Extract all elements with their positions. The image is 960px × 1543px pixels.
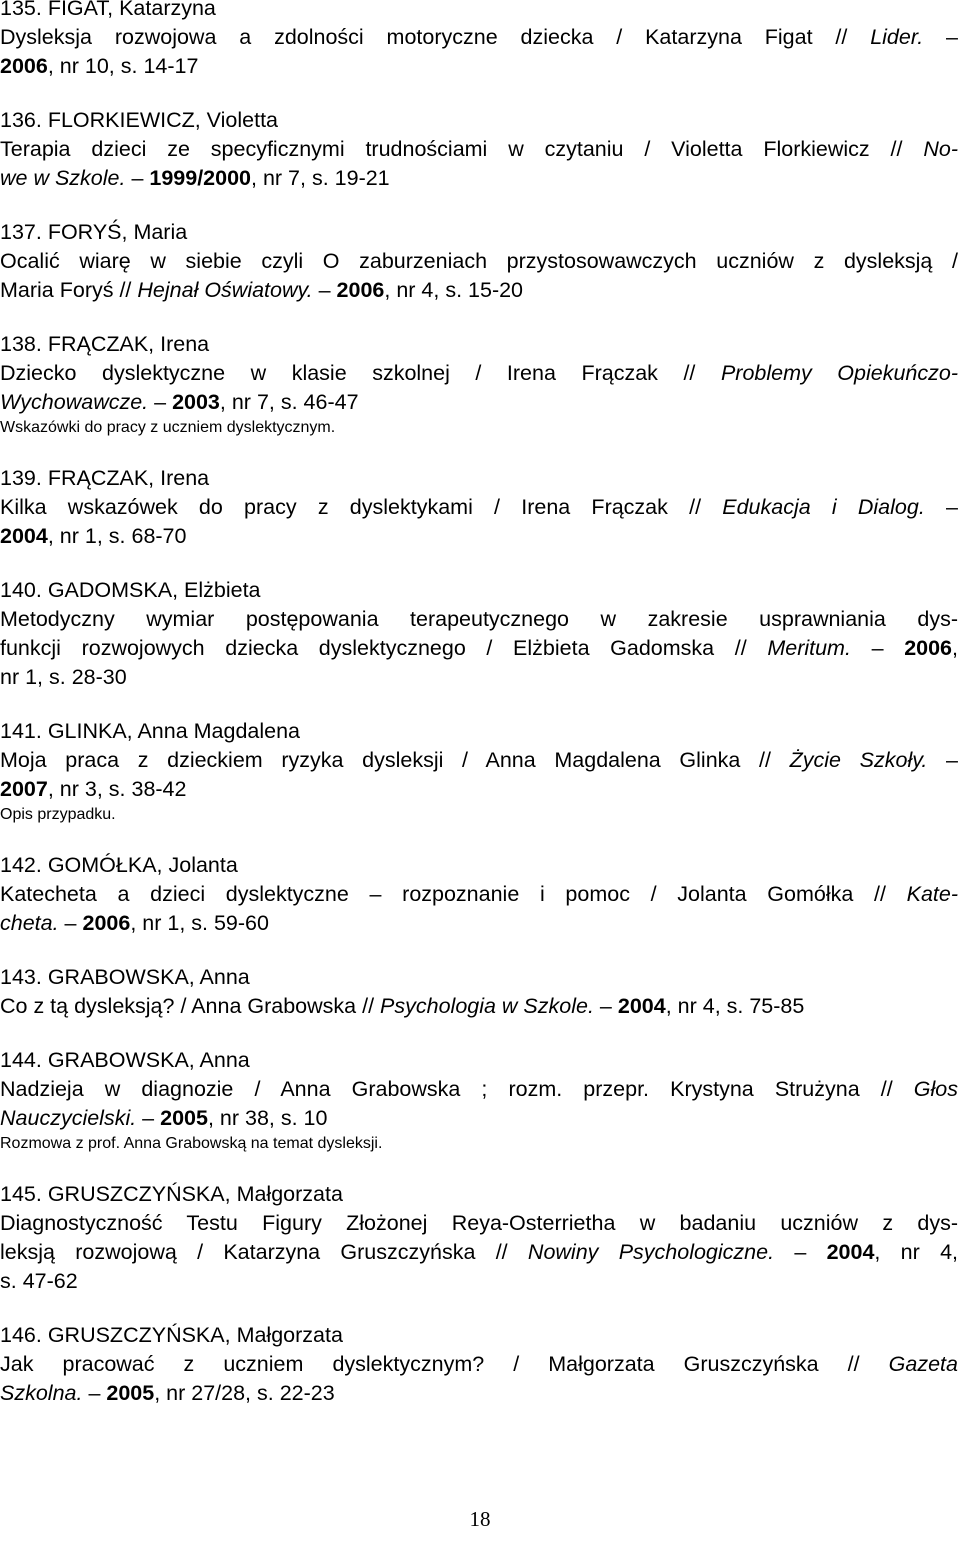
publication-year: 1999/2000	[149, 166, 252, 190]
entry-heading: 145. GRUSZCZYŃSKA, Małgorzata	[0, 1182, 343, 1206]
journal-title: Szkolna.	[0, 1381, 83, 1405]
entry-heading: 144. GRABOWSKA, Anna	[0, 1048, 250, 1072]
entry-text-line	[0, 247, 958, 276]
journal-title: No-	[923, 137, 958, 161]
entry-text: –	[148, 390, 173, 414]
entry-text: Metodyczny wymiar postępowania terapeutycznego w zakresie usprawniania dys-	[0, 607, 958, 631]
entry-text: Co z tą dysleksją? / Anna Grabowska //	[0, 994, 381, 1018]
publication-year: 2005	[160, 1106, 208, 1130]
entry-text: Dziecko dyslektyczne w klasie szkolnej / Irena Frączak //	[0, 361, 721, 385]
publication-year: 2006	[82, 911, 131, 935]
journal-title: Nauczycielski.	[0, 1106, 137, 1130]
entry-text: Jak pracować z uczniem dyslektycznym? / Małgorzata Gruszczyńska //	[0, 1352, 889, 1376]
entry-annotation: Wskazówki do pracy z uczniem dyslektycznym.	[0, 419, 336, 436]
bibliography-entry	[0, 1180, 958, 1296]
entry-heading: 142. GOMÓŁKA, Jolanta	[0, 853, 238, 877]
entry-text-line	[0, 359, 958, 388]
entry-text: –	[593, 994, 618, 1018]
entry-text: , nr 4, s. 15-20	[384, 278, 524, 302]
journal-title: Problemy Opiekuńczo-	[720, 361, 958, 385]
journal-title: Edukacja i Dialog.	[722, 495, 925, 519]
entry-text-line	[0, 493, 958, 522]
entry-text: Diagnostyczność Testu Figury Złożonej Reya-Osterrietha w badaniu uczniów z dys-	[0, 1211, 958, 1235]
entry-text-line	[0, 164, 958, 193]
journal-title: Życie Szkoły.	[789, 748, 928, 772]
entry-text: , nr 1, s. 59-60	[130, 911, 269, 935]
publication-year: 2005	[106, 1381, 155, 1405]
entry-text-line	[0, 1267, 958, 1296]
entry-text: s. 47-62	[0, 1269, 78, 1293]
entry-text: , nr 7, s. 46-47	[219, 390, 359, 414]
journal-title: Głos	[913, 1077, 958, 1101]
entry-text: , nr 7, s. 19-21	[251, 166, 390, 190]
entry-text: , nr 1, s. 68-70	[47, 524, 187, 548]
publication-year: 2004	[617, 994, 666, 1018]
entry-text-line	[0, 1379, 958, 1408]
publication-year: 2004	[0, 524, 48, 548]
bibliography-entry	[0, 330, 958, 439]
entry-text-line	[0, 775, 958, 804]
entry-text: –	[312, 278, 337, 302]
entry-text: –	[927, 748, 958, 772]
entry-text: –	[136, 1106, 161, 1130]
page-number: 18	[469, 1507, 491, 1531]
journal-title: Gazeta	[888, 1352, 958, 1376]
entry-annotation: Rozmowa z prof. Anna Grabowską na temat dysleksji.	[0, 1135, 383, 1152]
entry-text: nr 1, s. 28-30	[0, 665, 127, 689]
publication-year: 2004	[826, 1240, 875, 1264]
entry-text-line	[0, 1104, 958, 1133]
entry-text-line	[0, 276, 958, 305]
entry-text: , nr 38, s. 10	[207, 1106, 328, 1130]
entry-text: , nr 27/28, s. 22-23	[154, 1381, 335, 1405]
journal-title: Lider.	[870, 25, 924, 49]
journal-title: Nowiny Psychologiczne.	[527, 1240, 775, 1264]
bibliography-entry	[0, 851, 958, 938]
entry-text-line	[0, 605, 958, 634]
bibliography-entry	[0, 106, 958, 193]
entry-text: , nr 4,	[874, 1240, 958, 1264]
entry-text: –	[125, 166, 150, 190]
entry-text-line	[0, 135, 958, 164]
journal-title: Kate-	[906, 882, 958, 906]
bibliography-entry	[0, 0, 958, 81]
bibliography-entry	[0, 576, 958, 692]
entry-heading: 143. GRABOWSKA, Anna	[0, 965, 250, 989]
entry-text-line	[0, 52, 958, 81]
entry-text: –	[774, 1240, 827, 1264]
entry-text: funkcji rozwojowych dziecka dyslektycznego / Elżbieta Gadomska //	[0, 636, 768, 660]
entry-text: leksją rozwojową / Katarzyna Gruszczyńska //	[0, 1240, 528, 1264]
entry-text: –	[58, 911, 83, 935]
entry-heading: 140. GADOMSKA, Elżbieta	[0, 578, 261, 602]
entry-text: –	[850, 636, 905, 660]
entry-text: –	[924, 495, 958, 519]
entry-text-line	[0, 1238, 958, 1267]
entry-text: ,	[952, 636, 959, 660]
entry-text: , nr 4, s. 75-85	[665, 994, 805, 1018]
entry-text: Kilka wskazówek do pracy z dyslektykami / Irena Frączak //	[0, 495, 723, 519]
entry-text-line	[0, 1350, 958, 1379]
entry-text: Moja praca z dzieckiem ryzyka dysleksji / Anna Magdalena Glinka //	[0, 748, 790, 772]
entry-text: –	[923, 25, 958, 49]
publication-year: 2006	[336, 278, 385, 302]
entry-text: Ocalić wiarę w siebie czyli O zaburzeniach przystosowawczych uczniów z dysleksją /	[0, 249, 958, 273]
entry-heading: 138. FRĄCZAK, Irena	[0, 332, 210, 356]
entry-text-line	[0, 992, 958, 1021]
entry-text-line	[0, 634, 958, 663]
journal-title: Meritum.	[767, 636, 851, 660]
entry-text: –	[82, 1381, 107, 1405]
entry-heading: 136. FLORKIEWICZ, Violetta	[0, 108, 279, 132]
bibliography-entry	[0, 1046, 958, 1155]
entry-heading: 135. FIGAT, Katarzyna	[0, 0, 216, 20]
entry-text: Maria Foryś //	[0, 278, 138, 302]
bibliography-entry	[0, 218, 958, 305]
entry-heading: 141. GLINKA, Anna Magdalena	[0, 719, 301, 743]
journal-title: we w Szkole.	[0, 166, 126, 190]
entry-annotation: Opis przypadku.	[0, 806, 116, 823]
entry-text: Dysleksja rozwojowa a zdolności motoryczne dziecka / Katarzyna Figat //	[0, 25, 871, 49]
publication-year: 2007	[0, 777, 48, 801]
entry-text-line	[0, 1209, 958, 1238]
journal-title: Wychowawcze.	[0, 390, 149, 414]
entry-text: , nr 3, s. 38-42	[47, 777, 187, 801]
entry-text-line	[0, 880, 958, 909]
entry-text-line	[0, 23, 958, 52]
entry-heading: 137. FORYŚ, Maria	[0, 220, 188, 244]
journal-title: Psychologia w Szkole.	[380, 994, 594, 1018]
bibliography-entry	[0, 464, 958, 551]
publication-year: 2003	[172, 390, 220, 414]
publication-year: 2006	[904, 636, 953, 660]
entry-text: Nadzieja w diagnozie / Anna Grabowska ; rozm. przepr. Krystyna Strużyna //	[0, 1077, 914, 1101]
bibliography-entry	[0, 717, 958, 826]
publication-year: 2006	[0, 54, 48, 78]
entry-text: Terapia dzieci ze specyficznymi trudnościami w czytaniu / Violetta Florkiewicz //	[0, 137, 924, 161]
entry-heading: 139. FRĄCZAK, Irena	[0, 466, 210, 490]
entry-text-line	[0, 388, 958, 417]
entry-text-line	[0, 909, 958, 938]
entry-text-line	[0, 746, 958, 775]
bibliography-entry	[0, 963, 958, 1021]
journal-title: cheta.	[0, 911, 59, 935]
entry-text: , nr 10, s. 14-17	[47, 54, 199, 78]
entry-text-line	[0, 522, 958, 551]
journal-title: Hejnał Oświatowy.	[137, 278, 313, 302]
entry-heading: 146. GRUSZCZYŃSKA, Małgorzata	[0, 1323, 343, 1347]
entry-text-line	[0, 1075, 958, 1104]
entry-text-line	[0, 663, 958, 692]
bibliography-entry	[0, 1321, 958, 1408]
entry-text: Katecheta a dzieci dyslektyczne – rozpoznanie i pomoc / Jolanta Gomółka //	[0, 882, 907, 906]
